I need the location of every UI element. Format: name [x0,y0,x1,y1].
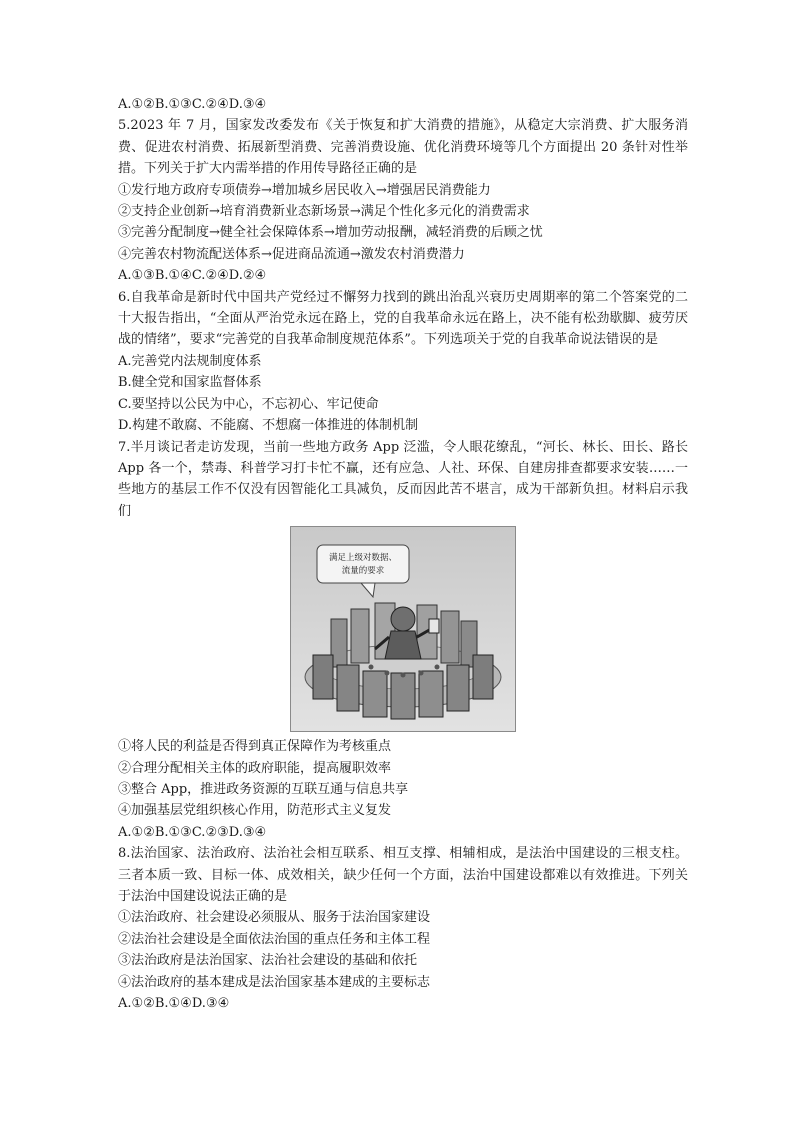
exam-content [118,94,688,1014]
q7-cartoon-wrapper [118,526,688,732]
q5-option-2: ②支持企业创新→培育消费新业态新场景→满足个性化多元化的消费需求 [118,204,530,220]
q8-option-4: ④法治政府的基本建成是法治国家基本建成的主要标志 [118,974,431,990]
q7-option-1: ①将人民的利益是否得到真正保障作为考核重点 [118,739,392,755]
q8-option-1: ①法治政府、社会建设必须服从、服务于法治国家建设 [118,910,431,926]
q5-stem: 5.2023 年 7 月，国家发改委发布《关于恢复和扩大消费的措施》，从稳定大宗消费、扩大服务消费、促进农村消费、拓展新型消费、完善消费设施、优化消费环境等几个方面提出 20 条针对性举措。下列关于扩大内需举措的作用传导路径正确的是 [118,118,688,177]
q8-answer-choices: A.①②B.①④D.③④ [118,996,230,1011]
cartoon-caption-line-2: 流量的要求 [341,566,385,577]
cartoon-drawing [291,527,515,731]
q6-choice-d: D.构建不敢腐、不能腐、不想腐一体推进的体制机制 [118,418,419,434]
q6-stem: 6.自我革命是新时代中国共产党经过不懈努力找到的跳出治乱兴衰历史周期率的第二个答案党的二十大报告指出，“全面从严治党永远在路上，党的自我革命永远在路上，决不能有松劲歇脚、疲劳厌战的情绪”，要求“完善党的自我革命制度规范体系”。下列选项关于党的自我革命说法错误的是 [118,289,688,348]
q6-choice-a: A.完善党内法规制度体系 [118,353,262,369]
q7-option-4: ④加强基层党组织核心作用，防范形式主义复发 [118,803,392,819]
q7-stem: 7.半月谈记者走访发现，当前一些地方政务 App 泛滥，令人眼花缭乱，“河长、林长、田长、路长 App 各一个，禁毒、科普学习打卡忙不赢，还有应急、人社、环保、自建房排查都要求安装……一些地方的基层工作不仅没有因智能化工具减负，反而因此苦不堪言，成为干部新负担。材料启示我们 [118,439,688,519]
cartoon-caption-line-1: 满足上级对数据、 [328,553,398,564]
q8-stem: 8.法治国家、法治政府、法治社会相互联系、相互支撑、相辅相成，是法治中国建设的三根支柱。三者本质一致、目标一体、成效相关，缺少任何一个方面，法治中国建设都难以有效推进。下列关于法治中国建设说法正确的是 [118,846,688,904]
q6-choice-c: C.要坚持以公民为中心，不忘初心、牢记使命 [118,396,379,412]
q8-option-2: ②法治社会建设是全面依法治国的重点任务和主体工程 [118,931,431,947]
q5-option-4: ④完善农村物流配送体系→促进商品流通→激发农村消费潜力 [118,246,465,262]
q8-option-3: ③法治政府是法治国家、法治社会建设的基础和依托 [118,953,418,969]
q7-option-3: ③整合 App，推进政务资源的互联互通与信息共享 [118,781,409,797]
q7-answer-choices: A.①②B.①③C.②③D.③④ [118,824,267,840]
q7-option-2: ②合理分配相关主体的政府职能，提高履职效率 [118,760,392,776]
q7-cartoon-image [290,526,516,732]
q5-option-3: ③完善分配制度→健全社会保障体系→增加劳动报酬，减轻消费的后顾之忧 [118,225,543,241]
q6-choice-b: B.健全党和国家监督体系 [118,375,262,391]
q4-answer-choices: A.①②B.①③C.②④D.③④ [118,97,267,112]
q5-option-1: ①发行地方政府专项债券→增加城乡居民收入→增强居民消费能力 [118,182,491,198]
q5-answer-choices: A.①③B.①④C.②④D.②④ [118,268,267,284]
